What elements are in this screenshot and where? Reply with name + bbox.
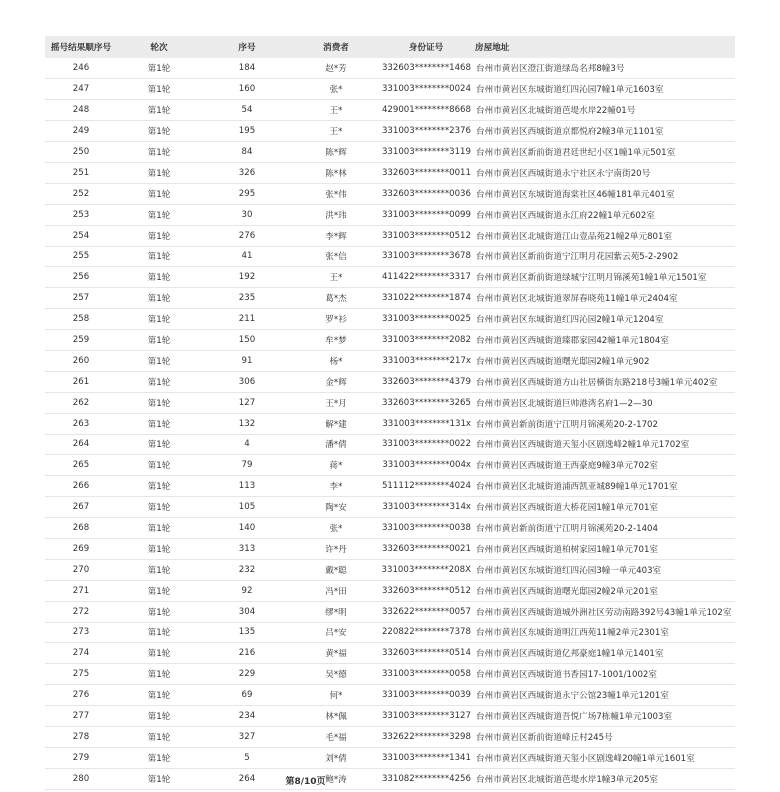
cell-consumer: 赵*芳 [325,64,347,75]
cell-id-number: 331003********3127 [381,711,471,722]
cell-round: 第1轮 [147,670,171,681]
cell-order: 263 [72,418,90,429]
cell-order: 251 [72,167,90,178]
cell-address: 台州市黄岩区西城街道臻郡家园42幢1单元1804室 [476,336,669,347]
cell-id-number: 332603********0514 [381,648,471,659]
page-number: 第8/10页 [285,777,326,787]
table-row [45,204,735,225]
header-order: 摇号结果顺序号 [50,43,112,53]
cell-round: 第1轮 [147,753,171,764]
cell-round: 第1轮 [147,148,171,158]
cell-order: 268 [72,523,90,534]
table-row [45,413,735,434]
cell-consumer: 王* [329,273,343,284]
cell-address: 台州市黄岩区北城街道翠屏春晓苑11幢1单元2404室 [476,294,678,305]
cell-order: 266 [72,481,90,492]
table-row [45,559,735,580]
cell-consumer: 许*丹 [325,544,347,555]
cell-order: 254 [72,230,90,241]
cell-seq: 79 [241,460,253,471]
table-row [45,309,735,330]
cell-id-number: 332603********1468 [381,63,471,74]
table-header [45,36,735,58]
cell-seq: 69 [241,690,253,701]
cell-order: 256 [72,272,90,283]
cell-address: 台州市黄岩区东城街道红四沁园7幢1单元1603室 [476,85,664,96]
cell-round: 第1轮 [147,64,171,75]
cell-address: 台州市黄岩区西城街道天玺小区剧逸峰20幢1单元1601室 [476,753,695,764]
cell-id-number: 332603********3265 [381,397,471,408]
cell-order: 264 [72,439,90,450]
table-row [45,518,735,539]
cell-round: 第1轮 [147,168,171,179]
cell-seq: 304 [238,606,256,617]
cell-order: 248 [72,105,90,116]
cell-round: 第1轮 [147,544,171,555]
cell-consumer: 李*辉 [325,231,347,242]
table-row [45,162,735,183]
cell-address: 台州市黄岩区西城街道京都悦府2幢3单元1101室 [476,127,664,138]
cell-order: 277 [72,711,90,722]
cell-order: 267 [72,502,90,513]
cell-seq: 4 [244,439,250,450]
cell-address: 台州市黄岩区西城街道柏树家园1幢1单元701室 [476,544,659,555]
cell-seq: 135 [238,627,256,638]
cell-address: 台州市黄岩区新前街道峰丘村245号 [476,732,613,743]
cell-address: 台州市黄岩区西城街道方山社居横街东路218号3幢1单元402室 [476,377,718,388]
cell-consumer: 李* [329,482,343,493]
cell-order: 257 [72,293,90,304]
cell-seq: 150 [238,335,256,346]
cell-round: 第1轮 [147,691,171,702]
cell-consumer: 张*信 [325,252,347,263]
cell-consumer: 王* [329,106,343,117]
cell-seq: 327 [238,731,256,742]
cell-round: 第1轮 [147,607,171,618]
cell-consumer: 杨* [329,356,343,367]
table-row [45,350,735,371]
cell-address: 台州市黄岩区西城街道永宁公馆23幢1单元1201室 [476,691,669,702]
cell-round: 第1轮 [147,586,171,597]
cell-round: 第1轮 [147,85,171,96]
cell-address: 台州市黄岩区北城街道巨帅港湾名府1—2—30 [476,398,653,409]
cell-consumer: 刘*倩 [325,753,347,764]
cell-order: 272 [72,606,90,617]
cell-consumer: 缪*明 [325,607,347,618]
cell-address: 台州市黄岩区西城街道曙光邸园2幢1单元902 [476,356,650,367]
cell-seq: 113 [238,481,256,492]
cell-id-number: 331003********0058 [381,669,471,680]
cell-address: 台州市黄岩区新前街道君廷世纪小区1幢1单元501室 [476,148,676,158]
cell-id-number: 332603********0512 [381,585,471,596]
cell-seq: 91 [241,355,253,366]
cell-order: 270 [72,564,90,575]
cell-consumer: 张* [329,524,343,535]
table-row [45,371,735,392]
table-row [45,643,735,664]
table-row [45,706,735,727]
cell-round: 第1轮 [147,419,171,430]
cell-order: 271 [72,585,90,596]
cell-seq: 313 [238,543,256,554]
cell-round: 第1轮 [147,732,171,743]
cell-seq: 295 [238,188,256,199]
cell-round: 第1轮 [147,336,171,347]
cell-round: 第1轮 [147,503,171,514]
cell-round: 第1轮 [147,294,171,305]
cell-address: 台州市黄岩区北城街道芭堤水岸1幢3单元205室 [476,774,659,785]
cell-address: 台州市黄岩区澄江街道绿岛名邦8幢3号 [476,64,625,75]
lottery-results-table [45,36,735,790]
table-row [45,246,735,267]
table-row [45,622,735,643]
cell-id-number: 331003********208X [381,564,471,575]
cell-seq: 30 [241,209,253,220]
cell-consumer: 解*建 [325,419,347,430]
table-row [45,100,735,121]
header-seq: 序号 [238,43,256,53]
cell-round: 第1轮 [147,774,171,785]
cell-seq: 54 [241,105,253,116]
cell-round: 第1轮 [147,628,171,639]
cell-address: 台州市黄岩区东城街道明江西苑11幢2单元2301室 [476,628,669,639]
cell-consumer: 陶*安 [325,503,347,514]
cell-seq: 276 [238,230,256,241]
table-row [45,455,735,476]
cell-order: 278 [72,731,90,742]
cell-consumer: 毛*福 [325,732,347,743]
cell-round: 第1轮 [147,210,171,221]
cell-round: 第1轮 [147,231,171,242]
cell-seq: 264 [238,773,256,784]
table-row [45,538,735,559]
cell-address: 台州市黄岩区西城街道亿邦豪庭1幢1单元1401室 [476,649,664,660]
cell-consumer: 潘*倩 [325,440,347,451]
cell-address: 台州市黄岩区西城街道曙光邸园2幢2单元201室 [476,586,659,597]
cell-consumer: 吴*德 [325,670,347,681]
cell-id-number: 332622********3298 [381,731,471,742]
cell-consumer: 黄*福 [325,649,347,660]
cell-seq: 160 [238,84,256,95]
table-row [45,183,735,204]
cell-address: 台州市黄岩区东城街道红四沁园3幢一单元403室 [476,565,662,576]
cell-order: 250 [72,147,90,157]
cell-address: 台州市黄岩区西城街道永江府22幢1单元602室 [476,210,655,221]
cell-id-number: 331003********2082 [381,335,471,346]
table-body [45,58,735,789]
cell-address: 台州市黄岩新前街道宁江明月锦溪苑20-2-1702 [476,419,658,430]
cell-round: 第1轮 [147,524,171,535]
cell-order: 255 [72,251,90,262]
cell-order: 275 [72,669,90,680]
cell-address: 台州市黄岩区西城街道书香园17-1001/1002室 [476,670,657,681]
cell-seq: 127 [238,397,256,408]
cell-address: 台州市黄岩区北城街道芭堤水岸22幢01号 [476,106,636,117]
cell-seq: 105 [238,502,256,513]
cell-address: 台州市黄岩区西城街道吾悦广场7栋幢1单元1003室 [476,712,673,723]
cell-consumer: 冯*田 [325,586,347,597]
cell-seq: 216 [238,648,256,659]
cell-round: 第1轮 [147,106,171,117]
cell-round: 第1轮 [147,189,171,200]
cell-order: 262 [72,397,90,408]
cell-seq: 234 [238,711,256,722]
table-row [45,121,735,142]
cell-seq: 5 [244,752,250,763]
cell-order: 279 [72,752,90,763]
cell-address: 台州市黄岩区西城街道王西豪庭9幢3单元702室 [476,461,659,472]
cell-order: 258 [72,314,90,325]
header-round: 轮次 [150,43,168,53]
table-row [45,664,735,685]
cell-id-number: 331003********3678 [381,251,471,262]
cell-id-number: 331003********0024 [381,84,471,95]
cell-id-number: 511112********4024 [381,481,471,492]
table-row [45,267,735,288]
cell-consumer: 王* [329,127,343,138]
cell-seq: 229 [238,669,256,680]
cell-order: 269 [72,543,90,554]
table-row [45,330,735,351]
cell-seq: 184 [238,63,256,74]
cell-seq: 140 [238,523,256,534]
cell-id-number: 331022********1874 [381,293,471,304]
cell-address: 台州市黄岩区北城街道江山壹品苑21幢2单元801室 [476,231,673,242]
cell-id-number: 331003********0099 [381,209,471,220]
cell-round: 第1轮 [147,565,171,576]
cell-seq: 306 [238,376,256,387]
cell-round: 第1轮 [147,127,171,138]
cell-order: 249 [72,126,90,137]
cell-order: 246 [72,63,90,74]
cell-consumer: 金*辉 [325,377,347,388]
cell-consumer: 葛*杰 [325,294,347,305]
cell-seq: 132 [238,418,256,429]
cell-address: 台州市黄岩区北城街道浦西凯亚城89幢1单元1701室 [476,482,678,493]
cell-round: 第1轮 [147,712,171,723]
cell-round: 第1轮 [147,315,171,326]
cell-id-number: 331082********4256 [381,773,471,784]
cell-seq: 326 [238,167,256,178]
cell-order: 252 [72,188,90,199]
cell-consumer: 何* [329,691,343,702]
cell-order: 259 [72,335,90,346]
cell-seq: 41 [241,251,253,262]
cell-round: 第1轮 [147,377,171,388]
cell-id-number: 411422********3317 [381,272,471,283]
cell-id-number: 332603********0021 [381,543,471,554]
cell-id-number: 332622********0057 [381,606,471,617]
cell-id-number: 332603********0011 [381,167,471,178]
cell-address: 台州市黄岩区新前街道绿城宁江明月锦溪苑1幢1单元1501室 [476,273,707,284]
cell-consumer: 戴*聪 [325,565,347,576]
table-row [45,727,735,748]
cell-order: 274 [72,648,90,659]
cell-consumer: 张*伟 [325,189,347,200]
table-row [45,685,735,706]
cell-consumer: 蒋* [329,461,343,472]
table-row [45,747,735,768]
cell-id-number: 331003********2376 [381,126,471,137]
cell-address: 台州市黄岩区东城街道海棠社区46幢181单元401室 [476,189,675,200]
table-row [45,580,735,601]
cell-consumer: 罗*衫 [325,315,347,326]
cell-round: 第1轮 [147,356,171,367]
cell-seq: 235 [238,293,256,304]
table-row [45,288,735,309]
cell-id-number: 429001********8668 [381,105,471,116]
cell-id-number: 331003********0039 [381,690,471,701]
cell-id-number: 331003********0022 [381,439,471,450]
cell-order: 260 [72,355,90,366]
table-row [45,58,735,79]
cell-id-number: 331003********1341 [381,752,471,763]
cell-address: 台州市黄岩新前街道宁江明月锦溪苑20-2-1404 [476,524,658,535]
cell-order: 276 [72,690,90,701]
cell-order: 253 [72,209,90,220]
cell-round: 第1轮 [147,482,171,493]
lottery-results-table-wrapper [45,36,735,790]
cell-round: 第1轮 [147,273,171,284]
table-row [45,434,735,455]
header-consumer: 消费者 [323,43,349,53]
cell-order: 247 [72,84,90,95]
cell-seq: 192 [238,272,256,283]
cell-consumer: 陈*林 [325,168,347,179]
cell-id-number: 331003********0025 [381,314,471,325]
cell-id-number: 332603********4379 [381,376,471,387]
cell-seq: 232 [238,564,256,575]
cell-id-number: 331003********131x [382,418,471,429]
cell-seq: 84 [241,147,253,157]
cell-seq: 211 [238,314,256,325]
cell-id-number: 332603********0036 [381,188,471,199]
cell-consumer: 陈*辉 [325,148,347,158]
table-row [45,225,735,246]
cell-id-number: 331003********217x [382,355,471,366]
cell-address: 台州市黄岩区西城街道大桥花园1幢1单元701室 [476,503,659,514]
cell-address: 台州市黄岩区西城街道永宁社区永宁南街20号 [476,168,651,179]
table-row [45,497,735,518]
header-id-number: 身份证号 [408,43,444,53]
cell-id-number: 331003********004x [382,460,471,471]
cell-round: 第1轮 [147,252,171,263]
table-row [45,142,735,163]
cell-order: 265 [72,460,90,471]
cell-order: 273 [72,627,90,638]
cell-id-number: 331003********3119 [381,147,471,157]
cell-address: 台州市黄岩区西城街道城外洲社区劳动南路392号43幢1单元102室 [476,607,732,618]
table-row [45,476,735,497]
cell-consumer: 洪*玮 [325,210,347,221]
cell-round: 第1轮 [147,461,171,472]
cell-consumer: 王*月 [325,398,347,409]
cell-id-number: 220822********7378 [381,627,471,638]
cell-order: 261 [72,376,90,387]
cell-consumer: 吕*安 [325,628,347,639]
cell-round: 第1轮 [147,440,171,451]
table-row [45,392,735,413]
cell-id-number: 331003********0512 [381,230,471,241]
cell-consumer: 牟*梦 [325,336,347,347]
cell-address: 台州市黄岩区新前街道宁江明月花园紫云苑5-2-2902 [476,252,679,263]
table-row [45,79,735,100]
cell-address: 台州市黄岩区东城街道红四沁园2幢1单元1204室 [476,315,664,326]
header-address: 房屋地址 [475,43,510,53]
table-row [45,601,735,622]
cell-address: 台州市黄岩区西城街道天玺小区剧逸峰2幢1单元1702室 [476,440,690,451]
header-row [45,36,735,58]
cell-consumer: 鲍*涛 [325,774,347,785]
cell-seq: 195 [238,126,256,137]
cell-consumer: 林*佩 [325,712,347,723]
cell-id-number: 331003********0038 [381,523,471,534]
cell-id-number: 331003********314x [382,502,471,513]
cell-consumer: 张* [329,85,343,96]
cell-round: 第1轮 [147,398,171,409]
cell-seq: 92 [241,585,253,596]
cell-order: 280 [72,773,90,784]
cell-round: 第1轮 [147,649,171,660]
